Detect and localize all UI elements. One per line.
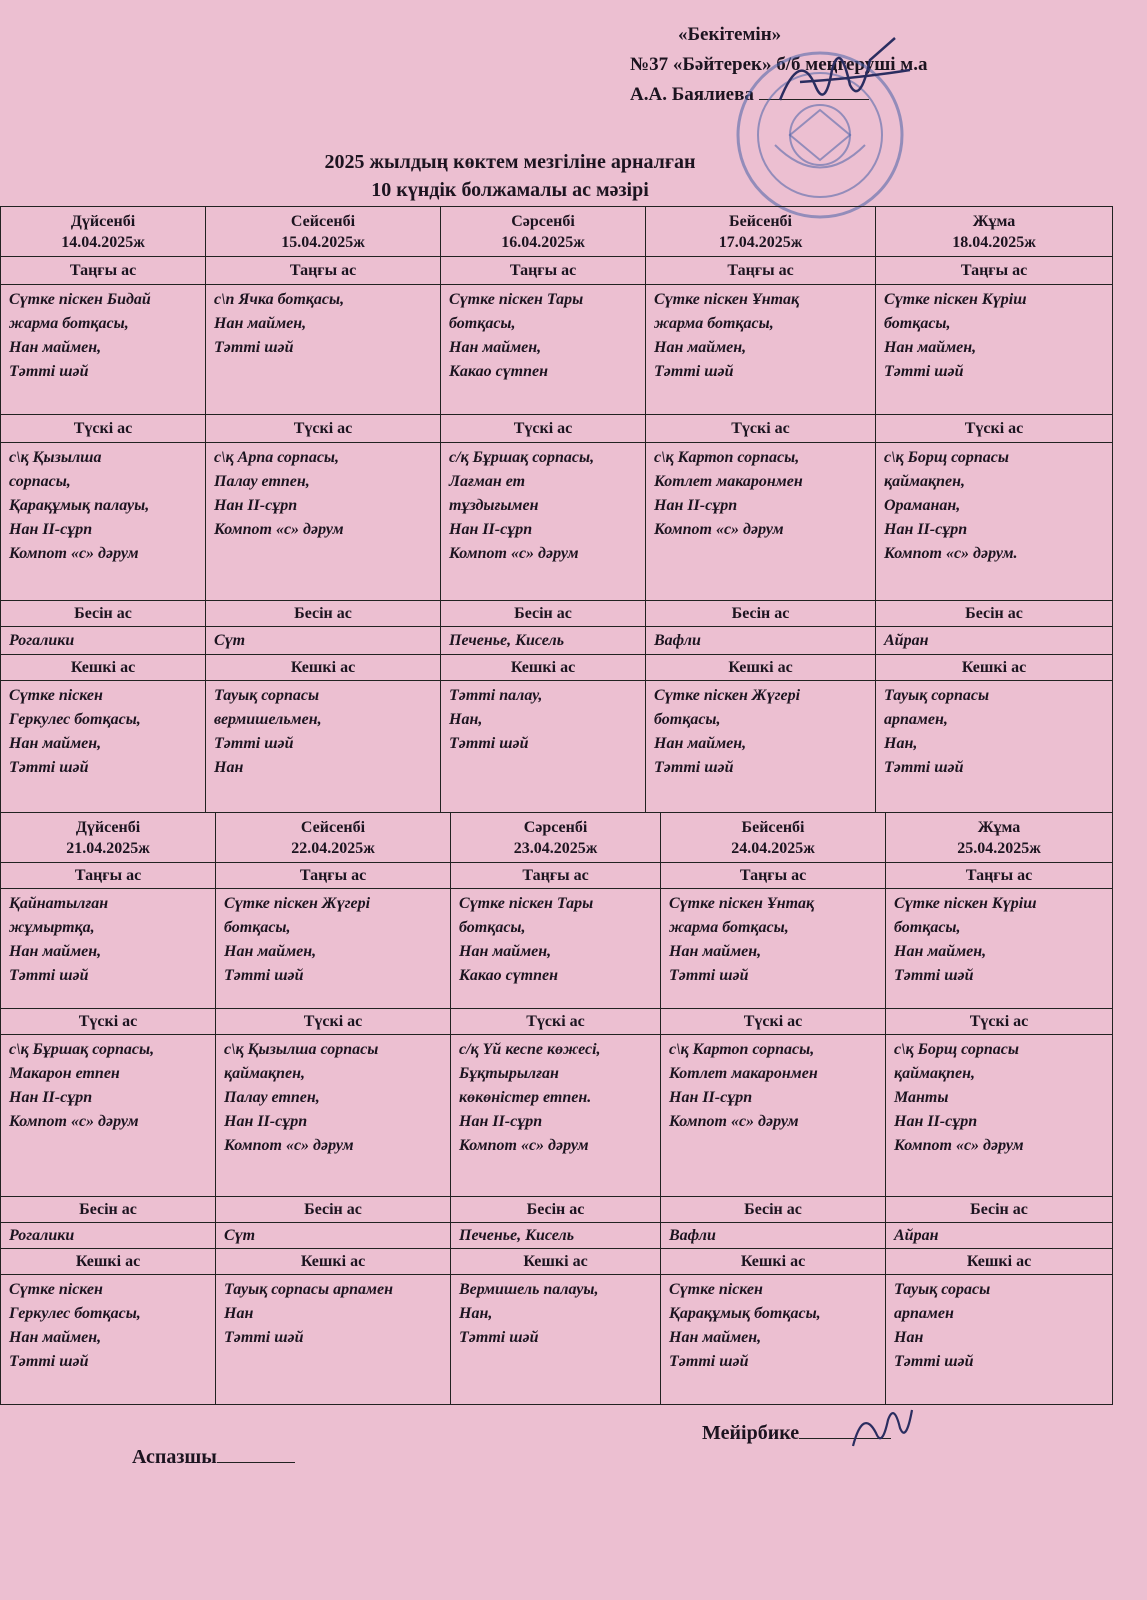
menu-cell: с/қ Бұршақ сорпасы, Лағман ет тұздығымен Нан II-сұрп Компот «с» дәрум [441, 443, 646, 601]
meal-label: Бесін ас [1, 601, 206, 627]
meal-label-row [1, 1009, 1113, 1035]
menu-title-line1: 2025 жылдың көктем мезгіліне арналған [324, 151, 696, 173]
day-header: Бейсенбі 17.04.2025ж [646, 207, 876, 257]
menu-cell: Сүтке піскен Ұнтақ жарма ботқасы, Нан маймен, Тәтті шәй [661, 889, 886, 1009]
day-header: Жұма 18.04.2025ж [876, 207, 1113, 257]
meal-label: Бесін ас [216, 1197, 451, 1223]
meal-label-row [1, 257, 1113, 285]
menu-cell: Тауық сорпасы арпамен Нан Тәтті шәй [216, 1275, 451, 1405]
meal-label: Таңғы ас [206, 257, 441, 285]
snack-row [1, 627, 1113, 655]
menu-cell: с\қ Картоп сорпасы, Котлет макаронмен Нан II-сұрп Компот «с» дәрум [661, 1035, 886, 1197]
menu-cell: Сүтке піскен Геркулес ботқасы, Нан маймен, Тәтті шәй [1, 681, 206, 813]
snack-row [1, 1223, 1113, 1249]
meal-label: Түскі ас [451, 1009, 661, 1035]
meal-label: Таңғы ас [646, 257, 876, 285]
menu-cell: с\қ Қызылша сорпасы қаймақпен, Палау етпен, Нан II-сұрп Компот «с» дәрум [216, 1035, 451, 1197]
menu-cell: Айран [876, 627, 1113, 655]
breakfast-row [1, 889, 1113, 1009]
meal-label: Түскі ас [646, 415, 876, 443]
menu-cell: с\қ Қызылша сорпасы, Қарақұмық палауы, Нан II-сұрп Компот «с» дәрум [1, 443, 206, 601]
day-header: Сейсенбі 22.04.2025ж [216, 813, 451, 863]
meal-label: Таңғы ас [886, 863, 1113, 889]
meal-label-row [1, 1197, 1113, 1223]
meal-label: Таңғы ас [1, 257, 206, 285]
menu-cell: Сүтке піскен Тары ботқасы, Нан маймен, Какао сүтпен [441, 285, 646, 415]
meal-label: Түскі ас [661, 1009, 886, 1035]
menu-cell: Сүтке піскен Жүгері ботқасы, Нан маймен, Тәтті шәй [216, 889, 451, 1009]
meal-label: Бесін ас [441, 601, 646, 627]
cook-signature-block [132, 1444, 295, 1469]
approval-position: №37 «Бәйтерек» б/б меңгеруші м.а [630, 54, 928, 75]
meal-label: Түскі ас [886, 1009, 1113, 1035]
meal-label: Таңғы ас [216, 863, 451, 889]
menu-cell: Печенье, Кисель [441, 627, 646, 655]
meal-label: Түскі ас [876, 415, 1113, 443]
menu-cell: Вермишель палауы, Нан, Тәтті шәй [451, 1275, 661, 1405]
menu-cell: Сүтке піскен Қарақұмық ботқасы, Нан маймен, Тәтті шәй [661, 1275, 886, 1405]
meal-label: Түскі ас [216, 1009, 451, 1035]
meal-label: Бесін ас [886, 1197, 1113, 1223]
meal-label: Таңғы ас [451, 863, 661, 889]
menu-cell: с\қ Бұршақ сорпасы, Макарон етпен Нан II-сұрп Компот «с» дәрум [1, 1035, 216, 1197]
nurse-signature-icon [848, 1398, 918, 1458]
cook-signature-line [217, 1444, 295, 1463]
menu-title-line2: 10 күндік болжамалы ас мәзірі [371, 179, 649, 201]
menu-cell: Тауық сорпасы вермишельмен, Тәтті шәй Нан [206, 681, 441, 813]
meal-label: Кешкі ас [206, 655, 441, 681]
meal-label: Кешкі ас [876, 655, 1113, 681]
cook-label: Аспазшы [132, 1446, 217, 1468]
menu-cell: Вафли [646, 627, 876, 655]
director-signature-icon [770, 30, 920, 115]
meal-label: Түскі ас [206, 415, 441, 443]
menu-cell: Сүтке піскен Бидай жарма ботқасы, Нан маймен, Тәтті шәй [1, 285, 206, 415]
menu-cell: с\қ Борщ сорпасы қаймақпен, Ораманан, Нан II-сұрп Компот «с» дәрум. [876, 443, 1113, 601]
meal-label: Бесін ас [876, 601, 1113, 627]
menu-cell: Тауық сорпасы арпамен, Нан, Тәтті шәй [876, 681, 1113, 813]
breakfast-row [1, 285, 1113, 415]
meal-label: Кешкі ас [646, 655, 876, 681]
meal-label: Кешкі ас [1, 1249, 216, 1275]
meal-label: Бесін ас [206, 601, 441, 627]
meal-label: Кешкі ас [1, 655, 206, 681]
meal-label-row [1, 415, 1113, 443]
menu-cell: Сүт [216, 1223, 451, 1249]
meal-label: Таңғы ас [876, 257, 1113, 285]
day-header-row [1, 813, 1113, 863]
menu-cell: Айран [886, 1223, 1113, 1249]
meal-label: Таңғы ас [661, 863, 886, 889]
menu-cell: с/қ Үй кеспе көжесі, Бұқтырылған көкөністер етпен. Нан II-сұрп Компот «с» дәрум [451, 1035, 661, 1197]
menu-cell: Сүтке піскен Геркулес ботқасы, Нан маймен, Тәтті шәй [1, 1275, 216, 1405]
menu-cell: Қайнатылған жұмыртқа, Нан маймен, Тәтті шәй [1, 889, 216, 1009]
approval-name: А.А. Баялиева [630, 84, 754, 105]
meal-label: Кешкі ас [661, 1249, 886, 1275]
menu-cell: с\қ Картоп сорпасы, Котлет макаронмен Нан II-сұрп Компот «с» дәрум [646, 443, 876, 601]
day-header: Жұма 25.04.2025ж [886, 813, 1113, 863]
meal-label: Түскі ас [1, 1009, 216, 1035]
meal-label: Түскі ас [1, 415, 206, 443]
menu-cell: с\қ Борщ сорпасы қаймақпен, Манты Нан II-сұрп Компот «с» дәрум [886, 1035, 1113, 1197]
meal-label-row [1, 655, 1113, 681]
menu-cell: Печенье, Кисель [451, 1223, 661, 1249]
menu-cell: с\п Ячка ботқасы, Нан маймен, Тәтті шәй [206, 285, 441, 415]
meal-label: Бесін ас [451, 1197, 661, 1223]
day-header: Сәрсенбі 23.04.2025ж [451, 813, 661, 863]
lunch-row [1, 443, 1113, 601]
menu-cell: с\қ Арпа сорпасы, Палау етпен, Нан II-сұрп Компот «с» дәрум [206, 443, 441, 601]
day-header: Сәрсенбі 16.04.2025ж [441, 207, 646, 257]
dinner-row [1, 681, 1113, 813]
approval-heading: «Бекітемін» [678, 24, 782, 45]
day-header: Бейсенбі 24.04.2025ж [661, 813, 886, 863]
meal-label: Кешкі ас [216, 1249, 451, 1275]
menu-cell: Вафли [661, 1223, 886, 1249]
menu-cell: Рогалики [1, 1223, 216, 1249]
menu-table-week2 [0, 812, 1113, 1405]
menu-cell: Сүтке піскен Жүгері ботқасы, Нан маймен, Тәтті шәй [646, 681, 876, 813]
menu-cell: Сүтке піскен Күріш ботқасы, Нан маймен, Тәтті шәй [886, 889, 1113, 1009]
menu-cell: Сүтке піскен Күріш ботқасы, Нан маймен, Тәтті шәй [876, 285, 1113, 415]
meal-label: Бесін ас [646, 601, 876, 627]
menu-cell: Сүтке піскен Ұнтақ жарма ботқасы, Нан маймен, Тәтті шәй [646, 285, 876, 415]
nurse-label: Мейірбике [702, 1422, 800, 1444]
meal-label-row [1, 863, 1113, 889]
meal-label-row [1, 601, 1113, 627]
menu-table-week1 [0, 206, 1113, 813]
menu-cell: Тауық сорасы арпамен Нан Тәтті шәй [886, 1275, 1113, 1405]
lunch-row [1, 1035, 1113, 1197]
meal-label: Бесін ас [661, 1197, 886, 1223]
menu-cell: Тәтті палау, Нан, Тәтті шәй [441, 681, 646, 813]
menu-cell: Рогалики [1, 627, 206, 655]
menu-cell: Сүтке піскен Тары ботқасы, Нан маймен, Какао сүтпен [451, 889, 661, 1009]
meal-label: Кешкі ас [886, 1249, 1113, 1275]
day-header: Дүйсенбі 21.04.2025ж [1, 813, 216, 863]
menu-cell: Сүт [206, 627, 441, 655]
day-header: Дүйсенбі 14.04.2025ж [1, 207, 206, 257]
meal-label: Таңғы ас [1, 863, 216, 889]
meal-label-row [1, 1249, 1113, 1275]
meal-label: Кешкі ас [441, 655, 646, 681]
meal-label: Таңғы ас [441, 257, 646, 285]
meal-label: Кешкі ас [451, 1249, 661, 1275]
day-header-row [1, 207, 1113, 257]
meal-label: Бесін ас [1, 1197, 216, 1223]
day-header: Сейсенбі 15.04.2025ж [206, 207, 441, 257]
dinner-row [1, 1275, 1113, 1405]
meal-label: Түскі ас [441, 415, 646, 443]
menu-title [230, 148, 790, 204]
